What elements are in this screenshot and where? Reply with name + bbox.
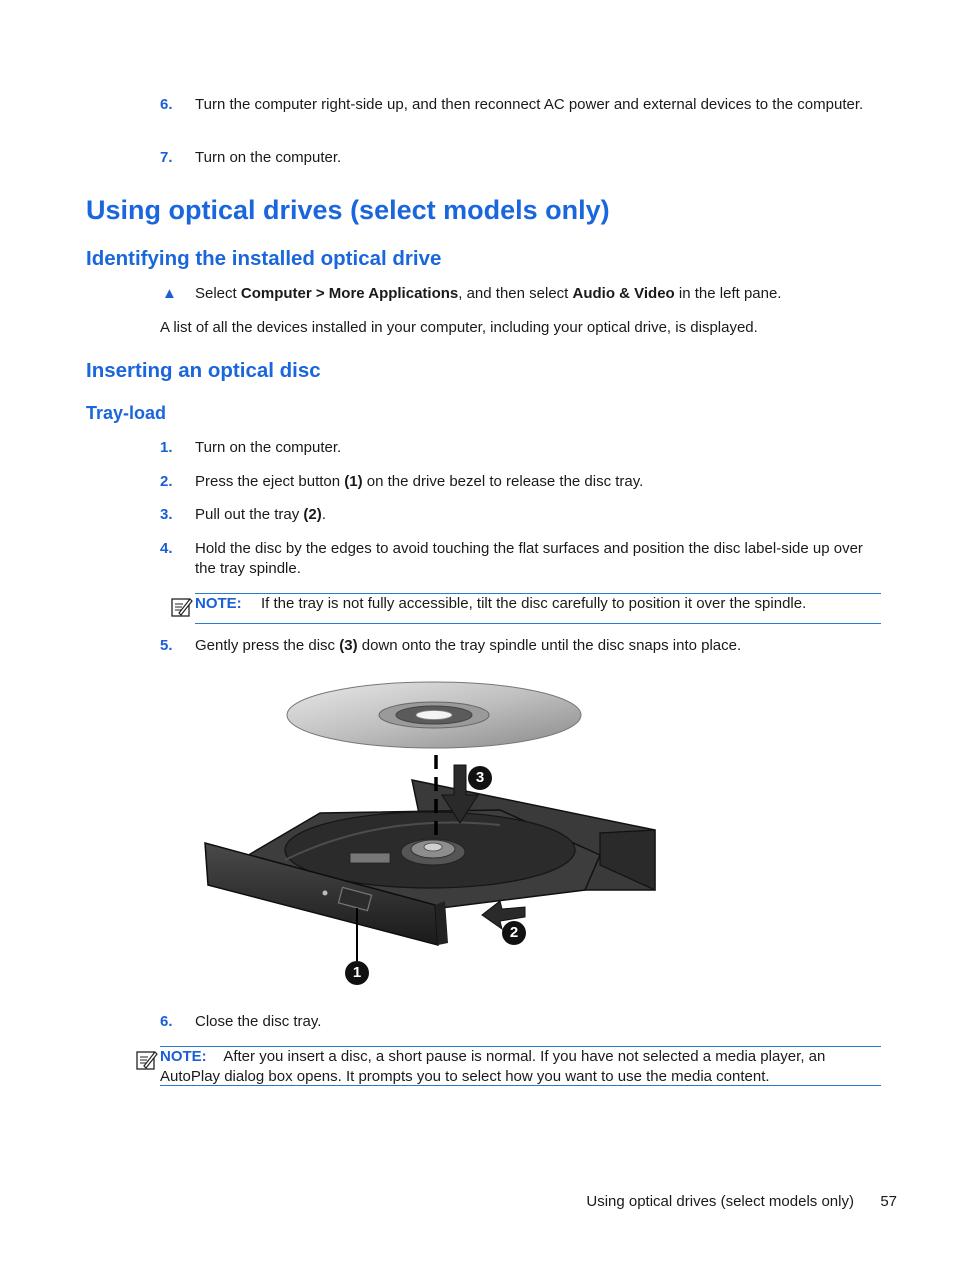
section-heading: Inserting an optical disc — [86, 359, 321, 382]
step-text: Hold the disc by the edges to avoid touching the flat surfaces and position the disc label-side up over the tray spindle. — [195, 540, 863, 577]
callout-1: 1 — [345, 961, 369, 985]
callout-2: 2 — [502, 921, 526, 945]
note-text: NOTE: After you insert a disc, a short pause is normal. If you have not selected a media player, an AutoPlay dialog box opens. It prompts you to select how you want to use the media content. — [160, 1048, 826, 1085]
step-number: 7. — [160, 149, 173, 166]
step-text: Turn the computer right-side up, and then reconnect AC power and external devices to the computer. — [195, 96, 864, 113]
note-pencil-icon — [135, 1048, 159, 1078]
step-number: 4. — [160, 540, 173, 557]
section-heading: Identifying the installed optical drive — [86, 247, 442, 270]
footer-title: Using optical drives (select models only) — [586, 1193, 854, 1210]
subsection-heading: Tray-load — [86, 403, 167, 423]
step-text: Press the eject button (1) on the drive bezel to release the disc tray. — [195, 473, 644, 490]
page-number: 57 — [880, 1193, 897, 1210]
note-label: NOTE: — [195, 595, 242, 612]
optical-drive-illustration — [200, 675, 670, 990]
step-number: 6. — [160, 96, 173, 113]
step-number: 1. — [160, 439, 173, 456]
step-number: 3. — [160, 506, 173, 523]
step-text: Turn on the computer. — [195, 439, 342, 456]
callout-3: 3 — [468, 766, 492, 790]
page-title: Using optical drives (select models only) — [86, 195, 610, 225]
note-text: If the tray is not fully accessible, tilt the disc carefully to position it over the spindle. — [261, 595, 807, 612]
step-text: Gently press the disc (3) down onto the tray spindle until the disc snaps into place. — [195, 637, 742, 654]
step-text: Pull out the tray (2). — [195, 506, 326, 523]
note-pencil-icon — [170, 595, 194, 625]
paragraph: A list of all the devices installed in your computer, including your optical drive, is displayed. — [160, 319, 758, 336]
triangle-bullet-icon: ▲ — [162, 285, 177, 302]
step-text: Turn on the computer. — [195, 149, 342, 166]
step-number: 6. — [160, 1013, 173, 1030]
step-number: 2. — [160, 473, 173, 490]
step-number: 5. — [160, 637, 173, 654]
page-footer — [586, 1192, 897, 1212]
note-box — [160, 1046, 881, 1086]
bullet-text: Select Computer > More Applications, and then select Audio & Video in the left pane. — [195, 285, 782, 302]
step-text: Close the disc tray. — [195, 1013, 322, 1030]
note-label: NOTE: — [160, 1048, 207, 1065]
note-box — [195, 593, 881, 624]
